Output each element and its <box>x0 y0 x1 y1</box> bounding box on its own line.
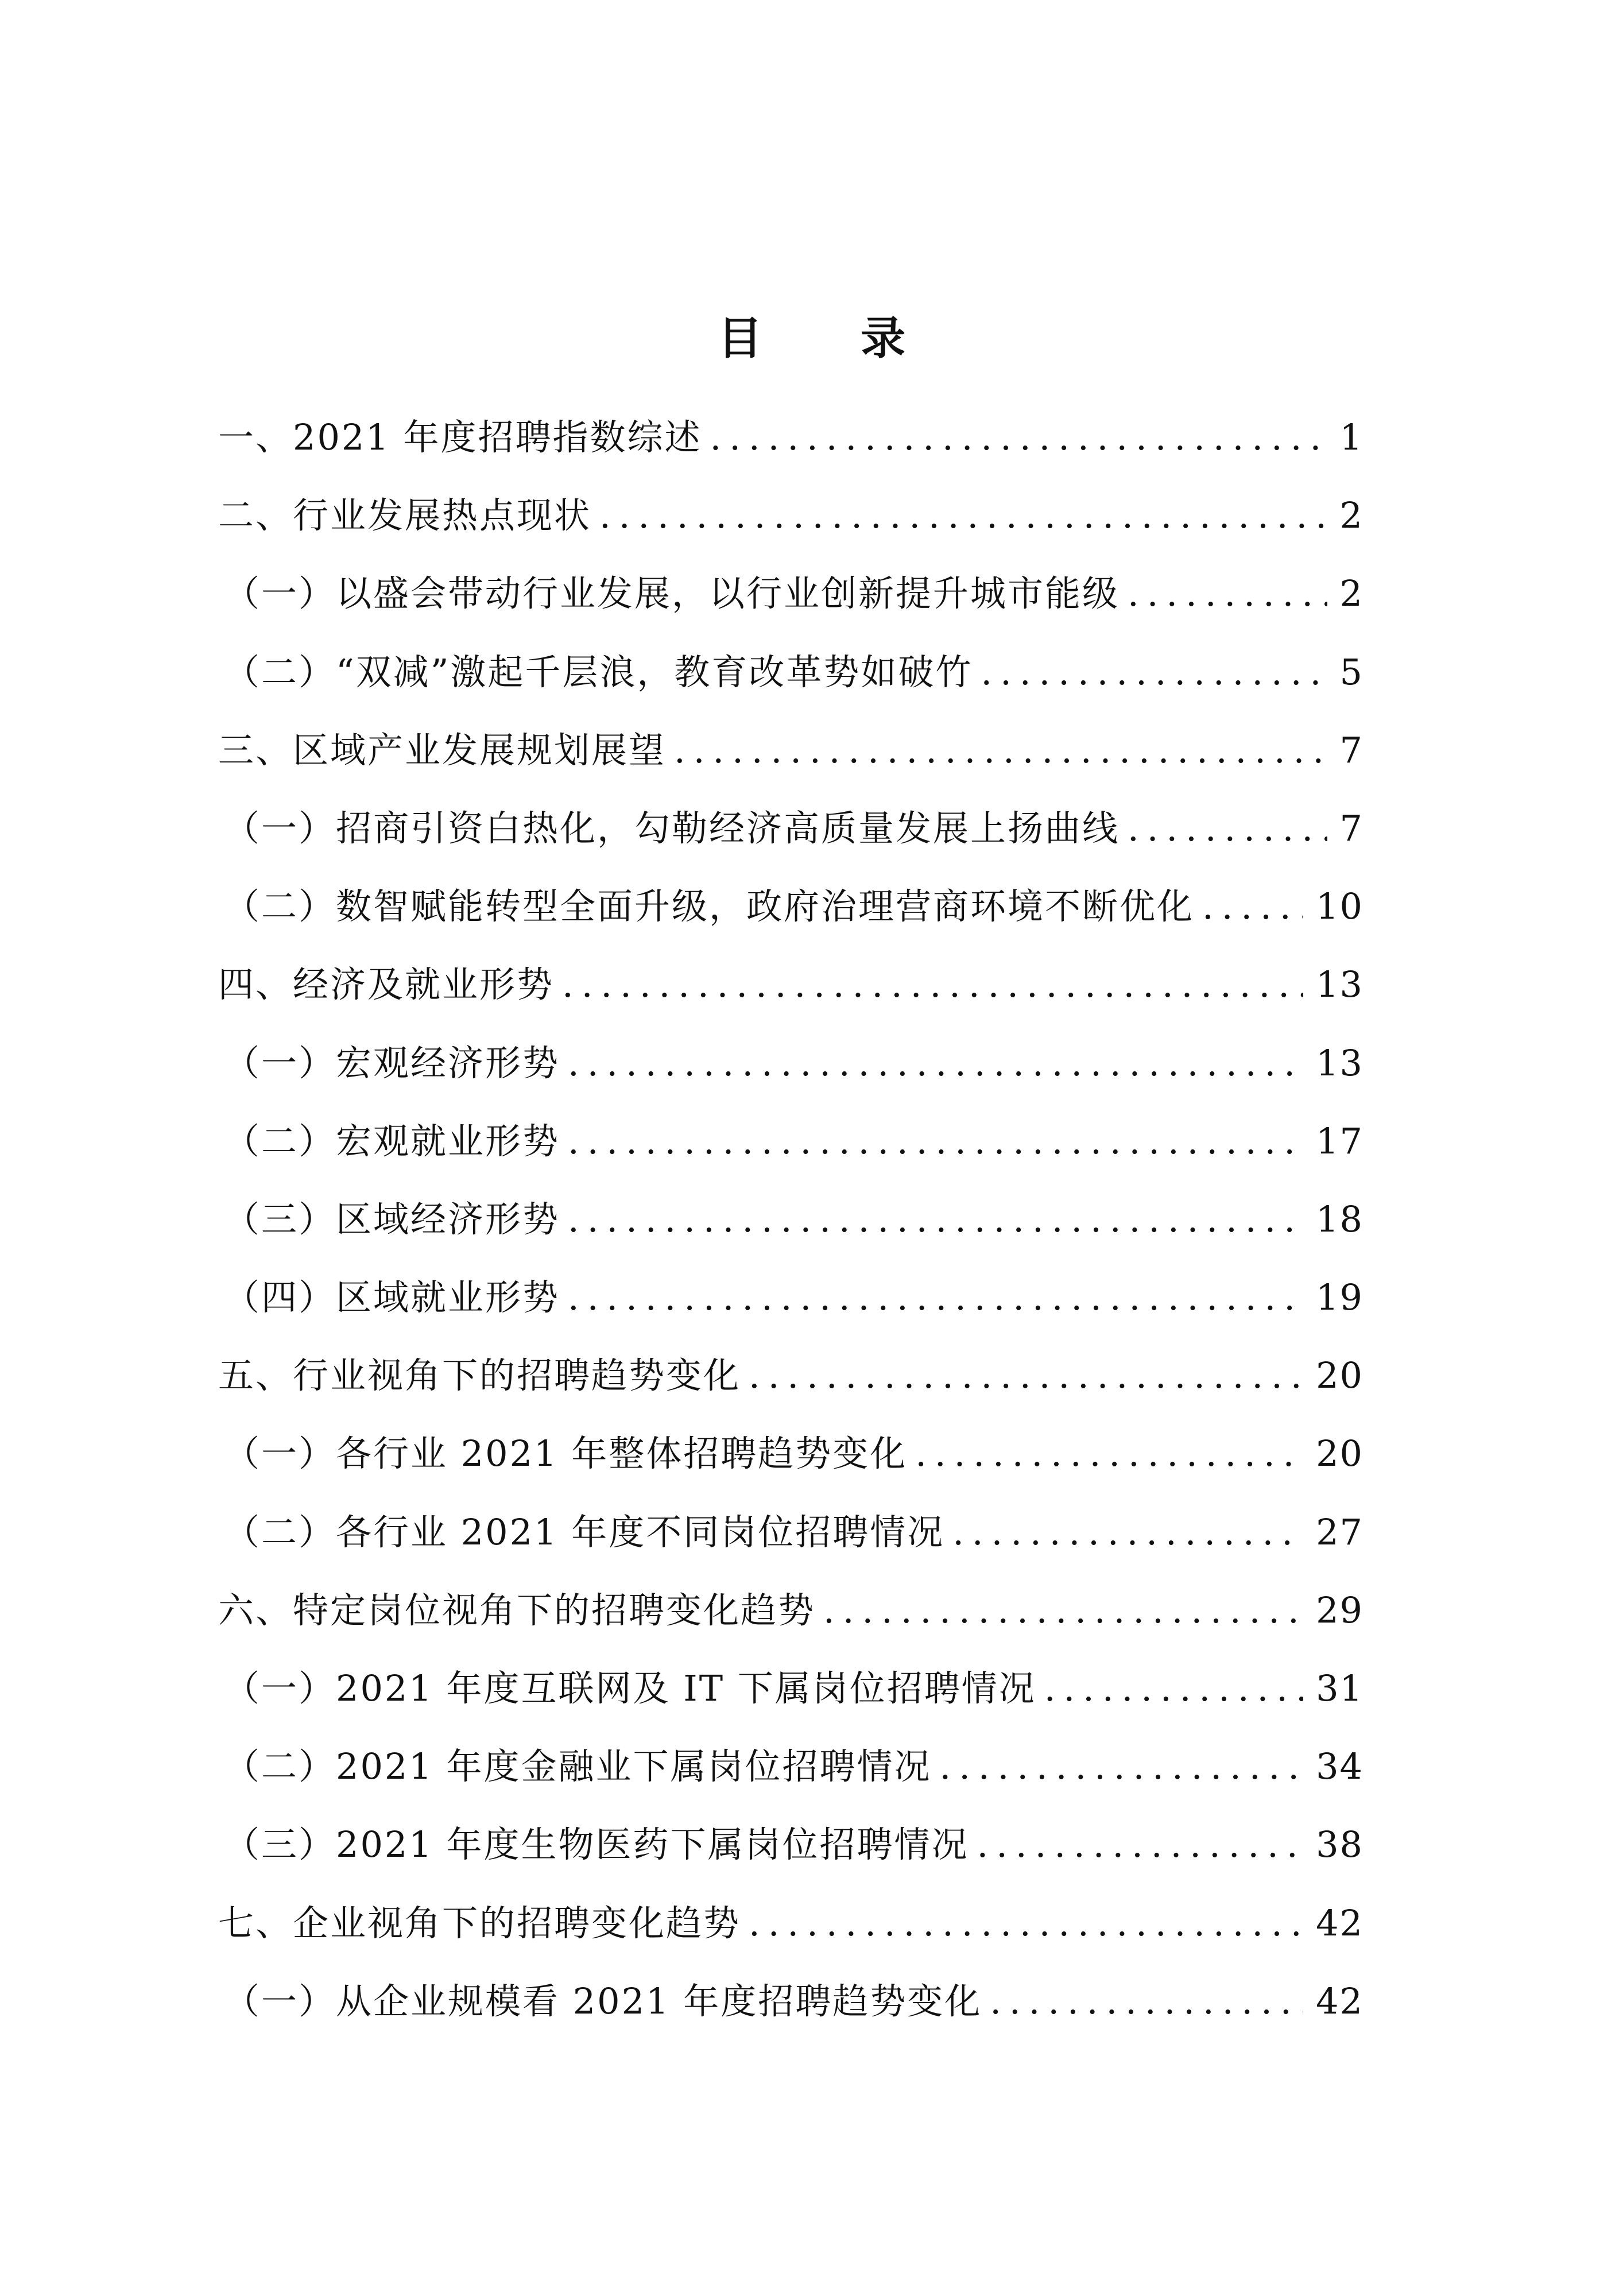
toc-dot-leader <box>1128 555 1327 633</box>
toc-page-number: 17 <box>1316 1120 1364 1162</box>
toc-entry[interactable] <box>218 1650 1364 1728</box>
toc-entry[interactable] <box>218 1102 1364 1180</box>
toc-entry[interactable] <box>218 1415 1364 1493</box>
table-of-contents <box>218 398 1364 2041</box>
toc-entry[interactable] <box>218 398 1364 477</box>
toc-title: 目 录 <box>717 313 947 365</box>
toc-entry-label: 一、2021 年度招聘指数综述 <box>218 416 702 458</box>
toc-entry-label: （二）2021 年度金融业下属岗位招聘情况 <box>224 1745 932 1788</box>
toc-entry[interactable] <box>218 1884 1364 1962</box>
toc-page-number: 7 <box>1339 807 1364 849</box>
toc-dot-leader <box>990 1962 1303 2041</box>
toc-entry-label: （四）区域就业形势 <box>224 1276 560 1319</box>
toc-page-number: 20 <box>1316 1432 1364 1475</box>
toc-entry-label: （一）招商引资白热化，勾勒经济高质量发展上扬曲线 <box>224 807 1120 849</box>
toc-entry-label: （一）各行业 2021 年整体招聘趋势变化 <box>224 1432 908 1475</box>
toc-entry-label: （一）从企业规模看 2021 年度招聘趋势变化 <box>224 1980 982 2022</box>
toc-page-number: 7 <box>1339 729 1364 771</box>
toc-page-number: 38 <box>1316 1823 1364 1866</box>
toc-entry-label: （二）宏观就业形势 <box>224 1120 560 1162</box>
toc-entry[interactable] <box>218 711 1364 789</box>
toc-entry-label: 四、经济及就业形势 <box>218 963 555 1006</box>
toc-entry[interactable] <box>218 868 1364 946</box>
toc-entry[interactable] <box>218 1571 1364 1650</box>
toc-entry[interactable] <box>218 946 1364 1024</box>
toc-entry-label: （一）宏观经济形势 <box>224 1041 560 1084</box>
toc-entry-label: 二、行业发展热点现状 <box>218 494 592 537</box>
toc-dot-leader <box>710 398 1327 477</box>
toc-entry[interactable] <box>218 1024 1364 1102</box>
toc-entry-label: （一）以盛会带动行业发展，以行业创新提升城市能级 <box>224 572 1120 615</box>
toc-dot-leader <box>562 946 1303 1024</box>
toc-page-number: 2 <box>1339 572 1364 615</box>
toc-dot-leader <box>568 1024 1303 1102</box>
toc-entry[interactable] <box>218 555 1364 633</box>
toc-dot-leader <box>981 633 1327 711</box>
toc-entry[interactable] <box>218 1962 1364 2041</box>
toc-page-number: 42 <box>1316 1902 1364 1944</box>
toc-dot-leader <box>674 711 1327 789</box>
toc-entry-label: 六、特定岗位视角下的招聘变化趋势 <box>218 1589 816 1631</box>
toc-entry-label: （一）2021 年度互联网及 IT 下属岗位招聘情况 <box>224 1667 1036 1709</box>
toc-entry[interactable] <box>218 1259 1364 1337</box>
toc-entry-label: （二）各行业 2021 年度不同岗位招聘情况 <box>224 1511 945 1553</box>
toc-page-number: 20 <box>1316 1354 1364 1397</box>
toc-dot-leader <box>749 1337 1303 1415</box>
toc-entry[interactable] <box>218 1180 1364 1259</box>
toc-entry[interactable] <box>218 1806 1364 1884</box>
toc-dot-leader <box>823 1571 1303 1650</box>
toc-entry-label: 七、企业视角下的招聘变化趋势 <box>218 1902 741 1944</box>
toc-page-number: 42 <box>1316 1980 1364 2022</box>
toc-dot-leader <box>940 1728 1304 1806</box>
toc-entry[interactable] <box>218 1493 1364 1571</box>
toc-dot-leader <box>1044 1650 1303 1728</box>
toc-entry-label: （二）数智赋能转型全面升级，政府治理营商环境不断优化 <box>224 885 1195 928</box>
toc-page-number: 13 <box>1316 963 1364 1006</box>
toc-entry[interactable] <box>218 1728 1364 1806</box>
toc-page-number: 27 <box>1316 1511 1364 1553</box>
toc-entry-label: （三）2021 年度生物医药下属岗位招聘情况 <box>224 1823 969 1866</box>
toc-dot-leader <box>599 477 1327 555</box>
toc-dot-leader <box>568 1259 1303 1337</box>
toc-page-number: 34 <box>1316 1745 1364 1788</box>
toc-entry-label: 三、区域产业发展规划展望 <box>218 729 667 771</box>
toc-page-number: 5 <box>1339 651 1364 693</box>
toc-dot-leader <box>568 1102 1303 1180</box>
toc-dot-leader <box>1202 868 1303 946</box>
toc-dot-leader <box>915 1415 1303 1493</box>
toc-page-number: 2 <box>1339 494 1364 537</box>
toc-page-number: 10 <box>1316 885 1364 928</box>
toc-page-number: 18 <box>1316 1198 1364 1240</box>
toc-page-number: 1 <box>1339 416 1364 458</box>
toc-dot-leader <box>977 1806 1304 1884</box>
toc-dot-leader <box>952 1493 1303 1571</box>
toc-entry-label: （三）区域经济形势 <box>224 1198 560 1240</box>
toc-entry[interactable] <box>218 789 1364 868</box>
toc-dot-leader <box>749 1884 1303 1962</box>
toc-dot-leader <box>568 1180 1303 1259</box>
toc-page-number: 29 <box>1316 1589 1364 1631</box>
toc-entry-label: 五、行业视角下的招聘趋势变化 <box>218 1354 741 1397</box>
toc-entry[interactable] <box>218 477 1364 555</box>
toc-page-number: 19 <box>1316 1276 1364 1319</box>
toc-entry-label: （二）“双减”激起千层浪，教育改革势如破竹 <box>224 651 973 693</box>
toc-entry[interactable] <box>218 1337 1364 1415</box>
toc-page-number: 13 <box>1316 1041 1364 1084</box>
toc-entry[interactable] <box>218 633 1364 711</box>
toc-page-number: 31 <box>1316 1667 1364 1709</box>
toc-dot-leader <box>1128 789 1327 868</box>
